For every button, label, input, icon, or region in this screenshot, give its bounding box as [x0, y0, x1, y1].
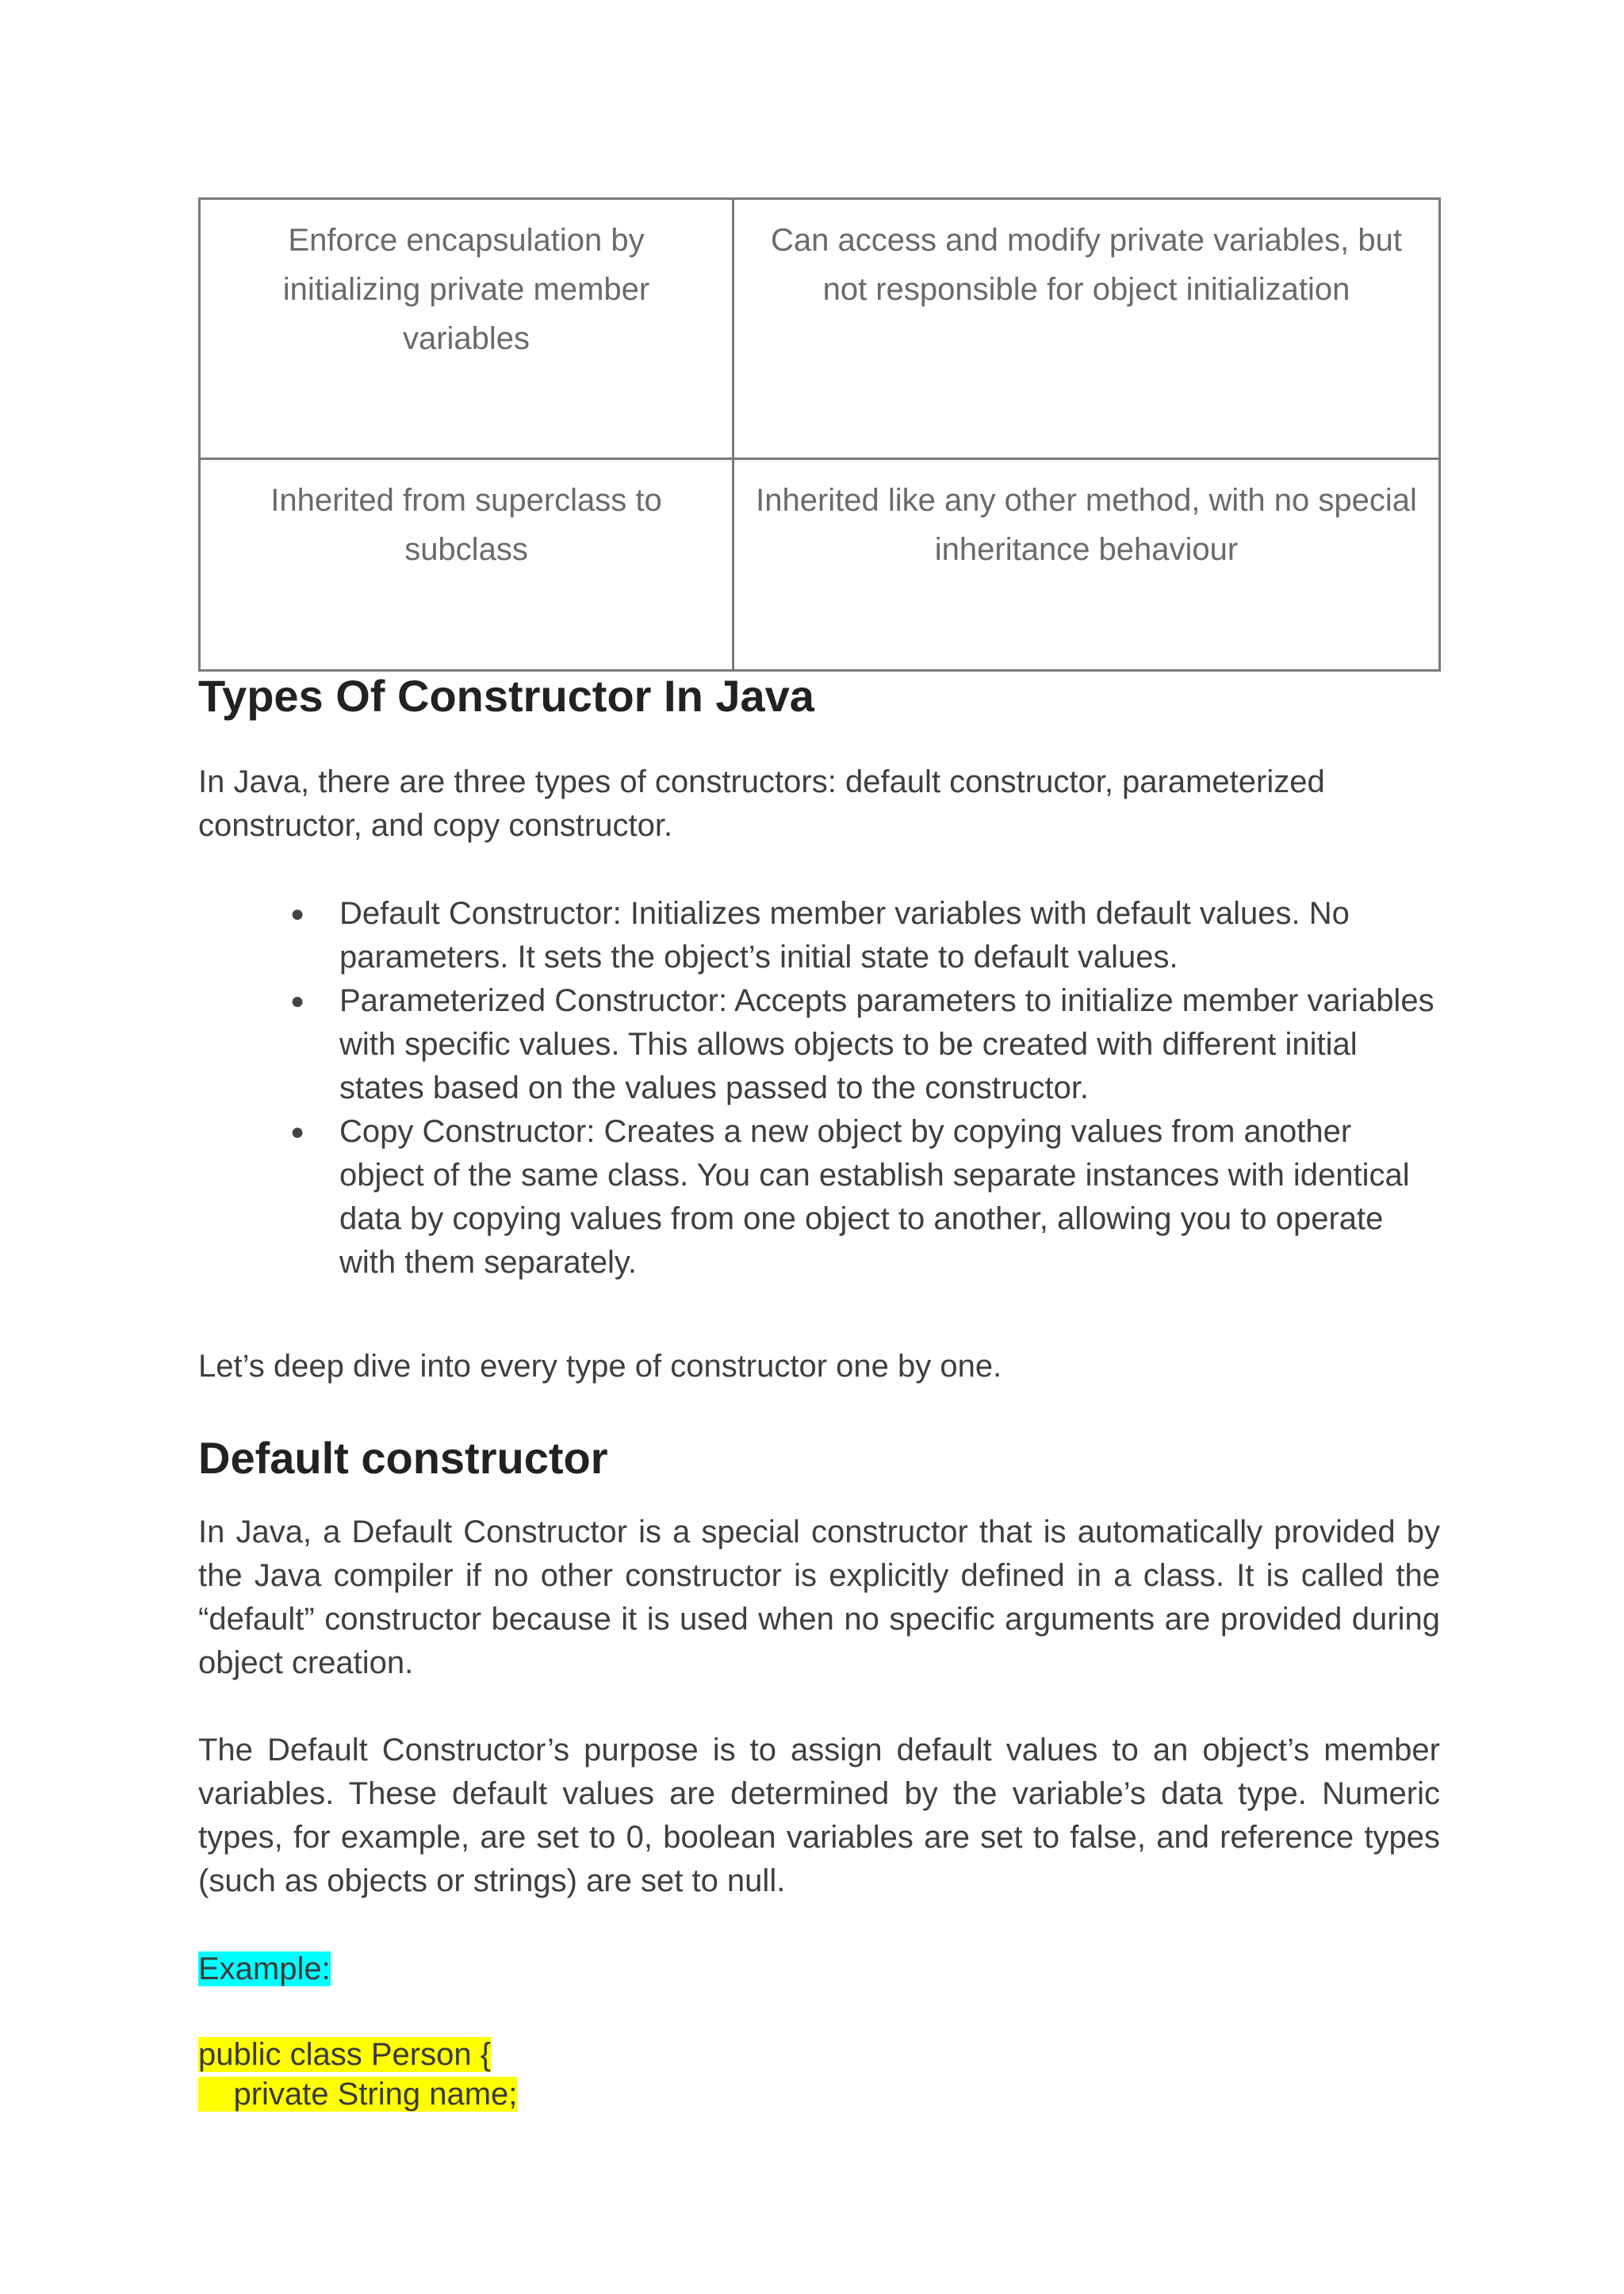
example-label-line	[198, 1947, 1440, 1991]
code-line-2	[198, 2074, 517, 2114]
list-item-text: Parameterized Constructor: Accepts parameters to initialize member variables with specific values. This allows objects to be created with different initial states based on the values passed to the constructor.	[339, 983, 1434, 1105]
default-para-2: The Default Constructor’s purpose is to assign default values to an object’s member variables. These default values are determined by the variable’s data type. Numeric types, for example, are set to 0, boolean variables are set to false, and reference types (such as objects or strings) are set to null.	[198, 1733, 1440, 1898]
types-list	[198, 892, 1440, 1285]
table-cell-method: Can access and modify private variables, but not responsible for object initialization	[733, 199, 1440, 459]
types-outro: Let’s deep dive into every type of constructor one by one.	[198, 1349, 1002, 1384]
bullet-icon: ●	[290, 988, 305, 1014]
list-item	[198, 892, 1440, 979]
types-heading: Types Of Constructor In Java	[198, 671, 814, 721]
table-row	[200, 459, 1440, 671]
table-cell-constructor: Inherited from superclass to subclass	[200, 459, 733, 671]
example-label: Example:	[198, 1951, 331, 1986]
table-cell-constructor: Enforce encapsulation by initializing private member variables	[200, 199, 733, 459]
bullet-icon: ●	[290, 1119, 305, 1145]
list-item	[198, 979, 1440, 1110]
list-item-text: Copy Constructor: Creates a new object by copying values from another object of the same class. You can establish separate instances with identical data by copying values from one object to another, allowing you to operate with them separately.	[339, 1114, 1410, 1280]
code-text: public class Person {	[198, 2037, 492, 2072]
code-line-1	[198, 2035, 491, 2074]
code-text: private String name;	[198, 2077, 518, 2112]
types-intro: In Java, there are three types of constructors: default constructor, parameterized constructor, and copy constructor.	[198, 764, 1325, 843]
list-item	[198, 1110, 1440, 1285]
bullet-icon: ●	[290, 901, 305, 927]
table-cell-method: Inherited like any other method, with no special inheritance behaviour	[733, 459, 1440, 671]
default-heading: Default constructor	[198, 1433, 608, 1483]
list-item-text: Default Constructor: Initializes member variables with default values. No parameters. It sets the object’s initial state to default values.	[339, 896, 1350, 975]
comparison-table	[198, 197, 1441, 672]
table-row	[200, 199, 1440, 459]
default-para-1: In Java, a Default Constructor is a special constructor that is automatically provided by the Java compiler if no other constructor is explicitly defined in a class. It is called the “default” constructor because it is used when no specific arguments are provided during object creation.	[198, 1515, 1440, 1680]
